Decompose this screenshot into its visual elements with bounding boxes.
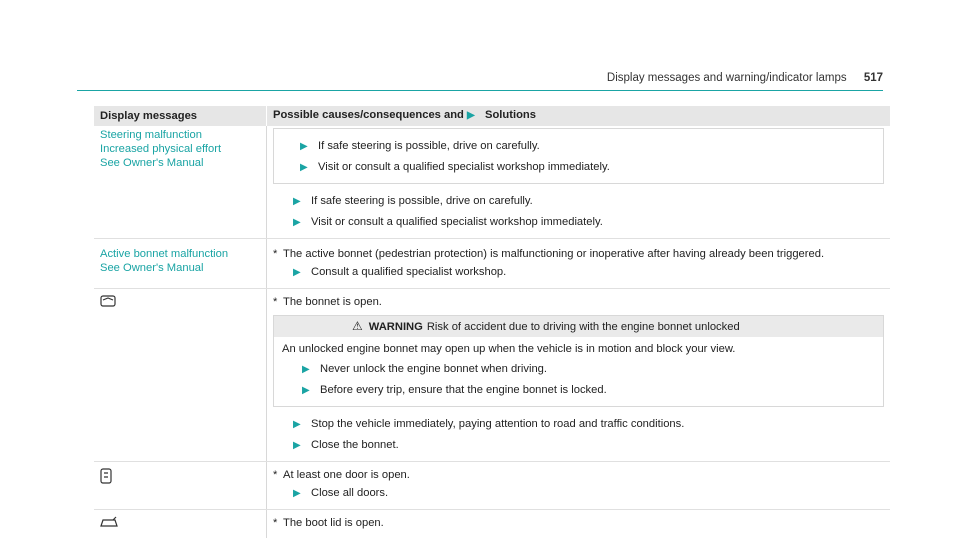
- column-header-solutions: Solutions: [485, 109, 536, 121]
- solution-step: ▶ Visit or consult a qualified specialist workshop immediately.: [273, 215, 884, 230]
- cause-text: * The bonnet is open.: [273, 295, 884, 309]
- solution-step: ▶ Visit or consult a qualified specialist workshop immediately.: [280, 160, 877, 175]
- display-messages-table: [94, 106, 890, 538]
- door-open-icon: [100, 468, 112, 488]
- arrow-icon: ▶: [293, 216, 311, 230]
- arrow-icon: ▶: [293, 266, 311, 280]
- arrow-icon: ▶: [300, 140, 318, 154]
- solution-step: ▶ If safe steering is possible, drive on carefully.: [273, 194, 884, 209]
- message-cell: [94, 462, 267, 510]
- solutions-cell: [267, 239, 891, 289]
- page-number: 517: [864, 72, 883, 84]
- column-header-causes: [267, 106, 891, 126]
- message-cell: [94, 289, 267, 462]
- warning-body: [274, 337, 883, 406]
- message-line: See Owner's Manual: [100, 156, 260, 170]
- message-line: Increased physical effort: [100, 142, 260, 156]
- arrow-icon: ▶: [293, 439, 311, 453]
- message-line: Active bonnet malfunction: [100, 247, 260, 261]
- cause-text: * The active bonnet (pedestrian protection) is malfunctioning or inoperative after having already been triggered.: [273, 247, 884, 261]
- warning-box: [273, 315, 884, 407]
- message-line: Steering malfunction: [100, 128, 260, 142]
- cause-text: * The boot lid is open.: [273, 516, 884, 530]
- cause-text: * At least one door is open.: [273, 468, 884, 482]
- bonnet-open-icon: [100, 295, 116, 311]
- header-title: Display messages and warning/indicator lamps: [607, 72, 847, 84]
- table-row: [94, 462, 890, 510]
- arrow-icon: ▶: [293, 418, 311, 432]
- table-row: [94, 289, 890, 462]
- solution-step: ▶ If safe steering is possible, drive on carefully.: [280, 139, 877, 154]
- solutions-cell: [267, 510, 891, 538]
- message-cell: [94, 239, 267, 289]
- arrow-icon: ▶: [302, 384, 320, 398]
- solutions-cell: [267, 126, 891, 239]
- arrow-icon: ▶: [293, 195, 311, 209]
- table-row: [94, 510, 890, 538]
- warning-heading: [274, 316, 883, 337]
- arrow-icon: ▶: [302, 363, 320, 377]
- solutions-cell: [267, 289, 891, 462]
- page-header: [77, 72, 883, 91]
- warning-label: WARNING: [369, 321, 423, 333]
- arrow-icon: ▶: [467, 109, 485, 123]
- warning-step: ▶ Never unlock the engine bonnet when driving.: [282, 362, 875, 377]
- arrow-icon: ▶: [293, 487, 311, 501]
- warning-text: An unlocked engine bonnet may open up when the vehicle is in motion and block your view.: [282, 342, 875, 356]
- message-cell: [94, 126, 267, 239]
- solution-step: ▶ Consult a qualified specialist workshop.: [273, 265, 884, 280]
- warning-step: ▶ Before every trip, ensure that the engine bonnet is locked.: [282, 383, 875, 398]
- column-header-causes-text: Possible causes/consequences and: [273, 109, 464, 121]
- table-row: [94, 126, 890, 239]
- boot-open-icon: [100, 516, 118, 532]
- inner-solution-box: [273, 128, 884, 184]
- warning-triangle-icon: ⚠: [352, 319, 363, 333]
- warning-title: Risk of accident due to driving with the engine bonnet unlocked: [427, 321, 740, 333]
- solution-step: ▶ Stop the vehicle immediately, paying attention to road and traffic conditions.: [273, 417, 884, 432]
- solutions-cell: [267, 462, 891, 510]
- solution-step: ▶ Close the bonnet.: [273, 438, 884, 453]
- table-row: [94, 239, 890, 289]
- solution-step: ▶ Close all doors.: [273, 486, 884, 501]
- arrow-icon: ▶: [300, 161, 318, 175]
- message-cell: [94, 510, 267, 538]
- column-header-messages: Display messages: [94, 106, 267, 126]
- message-line: See Owner's Manual: [100, 261, 260, 275]
